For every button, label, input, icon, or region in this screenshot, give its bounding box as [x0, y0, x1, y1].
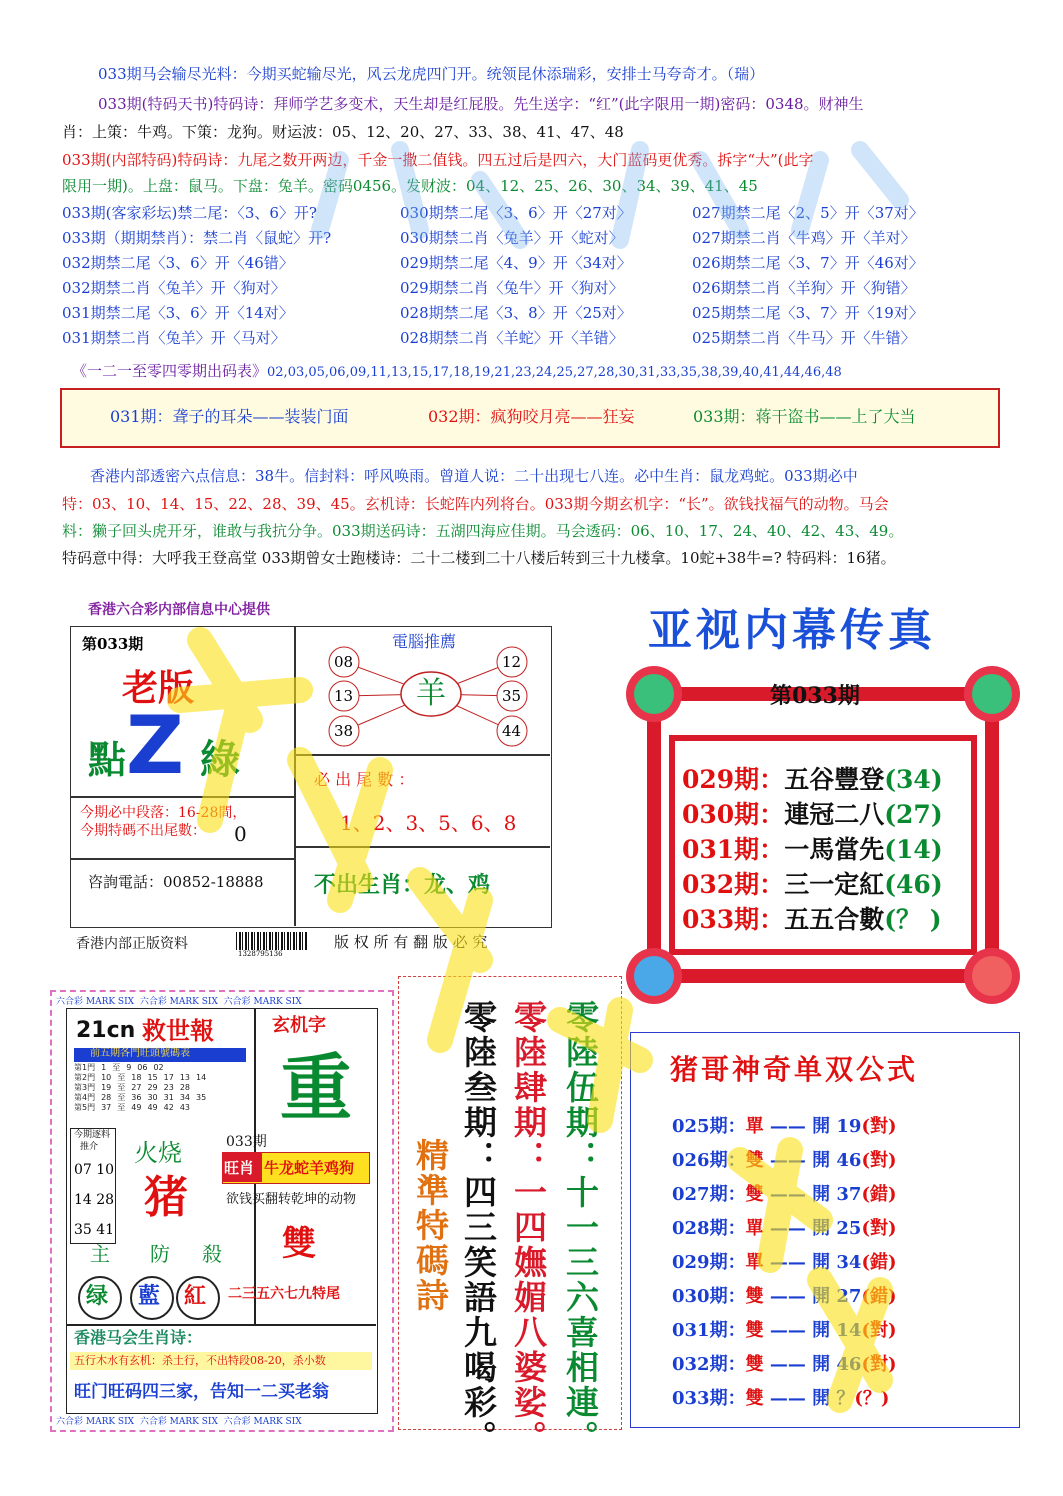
wang-label: 旺肖 [224, 1159, 255, 1177]
pig-row: 030期：雙 —— 開 27(錯) [672, 1286, 897, 1307]
z-char: Z [126, 699, 185, 792]
save-issue: 033期 [226, 1134, 267, 1150]
idiom-031: 031期：聋子的耳朵——装装门面 [110, 407, 349, 426]
must-tail-label: 必 出 尾 數 ： [314, 770, 415, 789]
save-table-head: 前五期各門旺頭號碼表 [90, 1048, 190, 1059]
ban-col-1 [62, 201, 331, 351]
ban-item: 031期禁二肖〈兔羊〉开〈马对〉 [62, 329, 286, 347]
ban-item: 027期禁二尾〈2、5〉开〈37对〉 [692, 204, 924, 222]
info-divider-h4 [70, 858, 294, 860]
footer-left: 香港内部正版资料 [76, 936, 188, 952]
ban-item: 029期禁二肖〈兔牛〉开〈狗对〉 [400, 279, 624, 297]
top-line-2b: 肖：上策：牛鸡。下策：龙狗。财运波：05、12、20、27、33、38、41、47、48 [62, 123, 624, 141]
idiom-032: 032期：疯狗咬月亮——狂妄 [428, 407, 635, 426]
pig-row: 026期：雙 —— 開 46(對) [672, 1150, 897, 1171]
fang-label: 防 [150, 1242, 170, 1266]
pig-row: 033期：雙 —— 開 ？(？) [672, 1388, 890, 1409]
save-rec-num: 14 28 [74, 1192, 115, 1208]
save-title-21cn: 21cn [76, 1018, 136, 1043]
poem-col-4: 精準特碼詩 [411, 1138, 450, 1313]
ban-col-2 [400, 201, 632, 351]
number-table-label: 《一二一至零四零期出码表》 [72, 362, 268, 380]
ban-item: 032期禁二肖〈兔羊〉开〈狗对〉 [62, 279, 286, 297]
barcode [236, 932, 308, 950]
pig-row: 031期：雙 —— 開 14(對) [672, 1320, 897, 1341]
ban-item: 030期禁二尾〈3、6〉开〈27对〉 [400, 204, 632, 222]
zhu-label: 主 [90, 1242, 110, 1266]
ban-item: 028期禁二肖〈羊蛇〉开〈羊错〉 [400, 329, 624, 347]
ban-item: 033期(客家彩坛)禁二尾：〈3、6〉开? [62, 204, 317, 222]
red-char: 紅 [184, 1283, 207, 1309]
provider-label: 香港六合彩内部信息中心提供 [88, 602, 270, 618]
ban-col-3 [692, 201, 924, 351]
old-version-label: 老版 [122, 667, 195, 709]
ban-item: 025期禁二肖〈牛马〉开〈牛错〉 [692, 329, 916, 347]
range-text: 今期必中段落：16-28間， [80, 805, 247, 821]
must-tail-value: 1、2、3、5、6、8 [340, 811, 517, 835]
rec-num: 12 [502, 653, 522, 671]
save-table [74, 1063, 246, 1123]
save-rec-label: 今期逐料 [74, 1130, 111, 1140]
pig-row: 025期：單 —— 開 19(對) [672, 1116, 897, 1137]
save-rec-label: 推介 [80, 1142, 99, 1152]
pig-char: 猪 [144, 1172, 188, 1223]
poem-col-2: 零陸肆期：一四嫵媚八婆娑。 [509, 1000, 548, 1455]
poem-divider [66, 1324, 376, 1326]
pig-row: 028期：單 —— 開 25(對) [672, 1218, 897, 1239]
ban-item: 029期禁二尾〈4、9〉开〈34对〉 [400, 254, 632, 272]
rec-num: 38 [334, 722, 354, 740]
asia-row: 033期：五五合數(？ ) [682, 905, 942, 934]
table-row: 第3門 19 至 27 29 23 28 [74, 1083, 191, 1092]
poem-col-3: 零陸叁期：四三笑語九喝彩。 [459, 1000, 498, 1455]
rec-num: 35 [502, 687, 522, 705]
rec-num: 44 [502, 722, 522, 740]
footer-right: 版 权 所 有 翻 版 必 究 [334, 933, 488, 951]
fire-label: 火烧 [134, 1139, 182, 1167]
poem-line-1: 五行木水有玄机：杀土行，不出特段08-20，杀小数 [74, 1354, 326, 1367]
ban-item: 025期禁二尾〈3、7〉开〈19对〉 [692, 304, 924, 322]
asia-issue: 第033期 [770, 683, 860, 709]
blue-char: 藍 [138, 1283, 161, 1309]
phone-text: 咨詢電話：00852-18888 [88, 873, 264, 891]
sha-label: 殺 [202, 1242, 222, 1266]
hk-line-2: 特：03、10、14、15、22、28、39、45。玄机诗：长蛇阵内列将台。033期今期玄机字：“长”。欲钱找福气的动物。马会 [62, 495, 889, 513]
hk-line-1: 香港内部透密六点信息：38牛。信封料：呼风唤雨。曾道人说：二十出现七八连。必中生肖：鼠龙鸡蛇。033期必中 [90, 467, 858, 485]
asia-row: 029期：五谷豐登(34) [682, 765, 943, 794]
rec-title: 電腦推薦 [392, 632, 457, 651]
rec-num: 08 [334, 653, 354, 671]
rec-center: 羊 [416, 676, 446, 711]
top-line-2a: 033期(特码天书)特码诗：拜师学艺多变术，天生却是红屁股。先生送字：“红”(此字限用一期)密码：0348。财神生 [98, 95, 864, 113]
no-zodiac: 不出生肖：龙、鸡 [314, 872, 491, 898]
pig-row: 029期：單 —— 開 34(錯) [672, 1252, 897, 1273]
table-row: 第2門 10 至 18 15 17 13 14 [74, 1073, 207, 1082]
marksix-bottom: 六合彩 MARK SIX 六合彩 MARK SIX 六合彩 MARK SIX [56, 1417, 302, 1427]
marksix-top: 六合彩 MARK SIX 六合彩 MARK SIX 六合彩 MARK SIX [56, 997, 302, 1007]
animal-hint: 欲钱买翻转乾坤的动物 [226, 1192, 357, 1207]
info-divider-h1 [294, 754, 550, 756]
asia-row: 032期：三一定紅(46) [682, 870, 943, 899]
pig-row: 032期：雙 —— 開 46(對) [672, 1354, 897, 1375]
rec-num: 13 [334, 687, 354, 705]
table-row: 第1門 1 至 9 06 02 [74, 1063, 164, 1072]
poem-col-1: 零陸伍期：十一三六喜相連。 [561, 1000, 600, 1455]
tail-label: 今期特碼不出尾數： [80, 823, 206, 839]
xj-char: 重 [280, 1045, 353, 1130]
number-table-values: 02,03,05,06,09,11,13,15,17,18,19,21,23,24,25,27,28,30,31,33,35,38,39,40,41,44,46,48 [267, 365, 842, 380]
save-title: 救世報 [142, 1016, 214, 1045]
lv-char: 綠 [200, 736, 240, 783]
shuang-char: 雙 [282, 1224, 316, 1264]
green-char: 绿 [86, 1283, 109, 1309]
poem-title: 香港马会生肖诗： [74, 1328, 203, 1347]
info-divider-h2 [294, 846, 550, 848]
wang-value: 牛龙蛇羊鸡狗 [264, 1159, 355, 1177]
table-row: 第5門 37 至 49 49 42 43 [74, 1103, 191, 1112]
pig-row: 027期：雙 —— 開 37(錯) [672, 1184, 897, 1205]
ban-item: 032期禁二尾〈3、6〉开〈46错〉 [62, 254, 294, 272]
number-table-line [72, 361, 842, 383]
poem-line-2: 旺门旺码四三家，告知一二买老翁 [74, 1382, 329, 1402]
ban-item: 028期禁二尾〈3、8〉开〈25对〉 [400, 304, 632, 322]
hk-line-4: 特码意中得：大呼我王登高堂 033期曾女士跑楼诗：二十二楼到二十八楼后转到三十九楼拿。10蛇+38牛=? 特码料：16猪。 [62, 549, 896, 567]
idiom-033: 033期：蒋干盗书——上了大当 [693, 407, 916, 426]
ban-item: 031期禁二尾〈3、6〉开〈14对〉 [62, 304, 294, 322]
tails-text: 二三五六七九特尾 [228, 1286, 340, 1302]
barcode-number: 1328795136 [238, 950, 283, 958]
tail-value: 0 [234, 822, 247, 846]
asia-row: 030期：連冠二八(27) [682, 800, 943, 829]
ban-item: 026期禁二尾〈3、7〉开〈46对〉 [692, 254, 924, 272]
top-line-3b: 限用一期)。上盘：鼠马。下盘：兔羊。密码0456。发财波：04、12、25、26、30、34、39、41、45 [62, 177, 758, 195]
pig-title: 猪哥神奇单双公式 [670, 1053, 919, 1086]
top-line-1: 033期马会输尽光料：今期买蛇输尽光，风云龙虎四门开。统领昆休添瑞彩，安排士马夸奇才。（瑞） [98, 65, 765, 83]
asia-title: 亚视内幕传真 [648, 605, 936, 656]
ban-item: 026期禁二肖〈羊狗〉开〈狗错〉 [692, 279, 916, 297]
top-line-3a: 033期(内部特码)特码诗：九尾之数开两边，千金一撒二值钱。四五过后是四六，大门蓝码更优秀。拆字“大”(此字 [62, 151, 814, 169]
ban-item: 027期禁二肖〈牛鸡〉开〈羊对〉 [692, 229, 916, 247]
info-issue: 第033期 [82, 635, 144, 653]
xj-label: 玄机字 [272, 1015, 326, 1036]
save-rec-num: 07 10 [74, 1162, 115, 1178]
ban-item: 030期禁二肖〈兔羊〉开〈蛇对〉 [400, 229, 624, 247]
asia-row: 031期：一馬當先(14) [682, 835, 943, 864]
table-row: 第4門 28 至 36 30 31 34 35 [74, 1093, 207, 1102]
save-rec-num: 35 41 [74, 1222, 115, 1238]
hk-line-3: 料：獭子回头虎开牙，谁敢与我抗分争。033期送码诗：五湖四海应佳期。马会透码：06、10、17、24、40、42、43、49。 [62, 522, 904, 540]
info-divider-h3 [70, 796, 294, 798]
dian-char: 點 [88, 737, 127, 782]
ban-item: 033期（期期禁肖）：禁二肖〈鼠蛇〉开? [62, 229, 332, 247]
